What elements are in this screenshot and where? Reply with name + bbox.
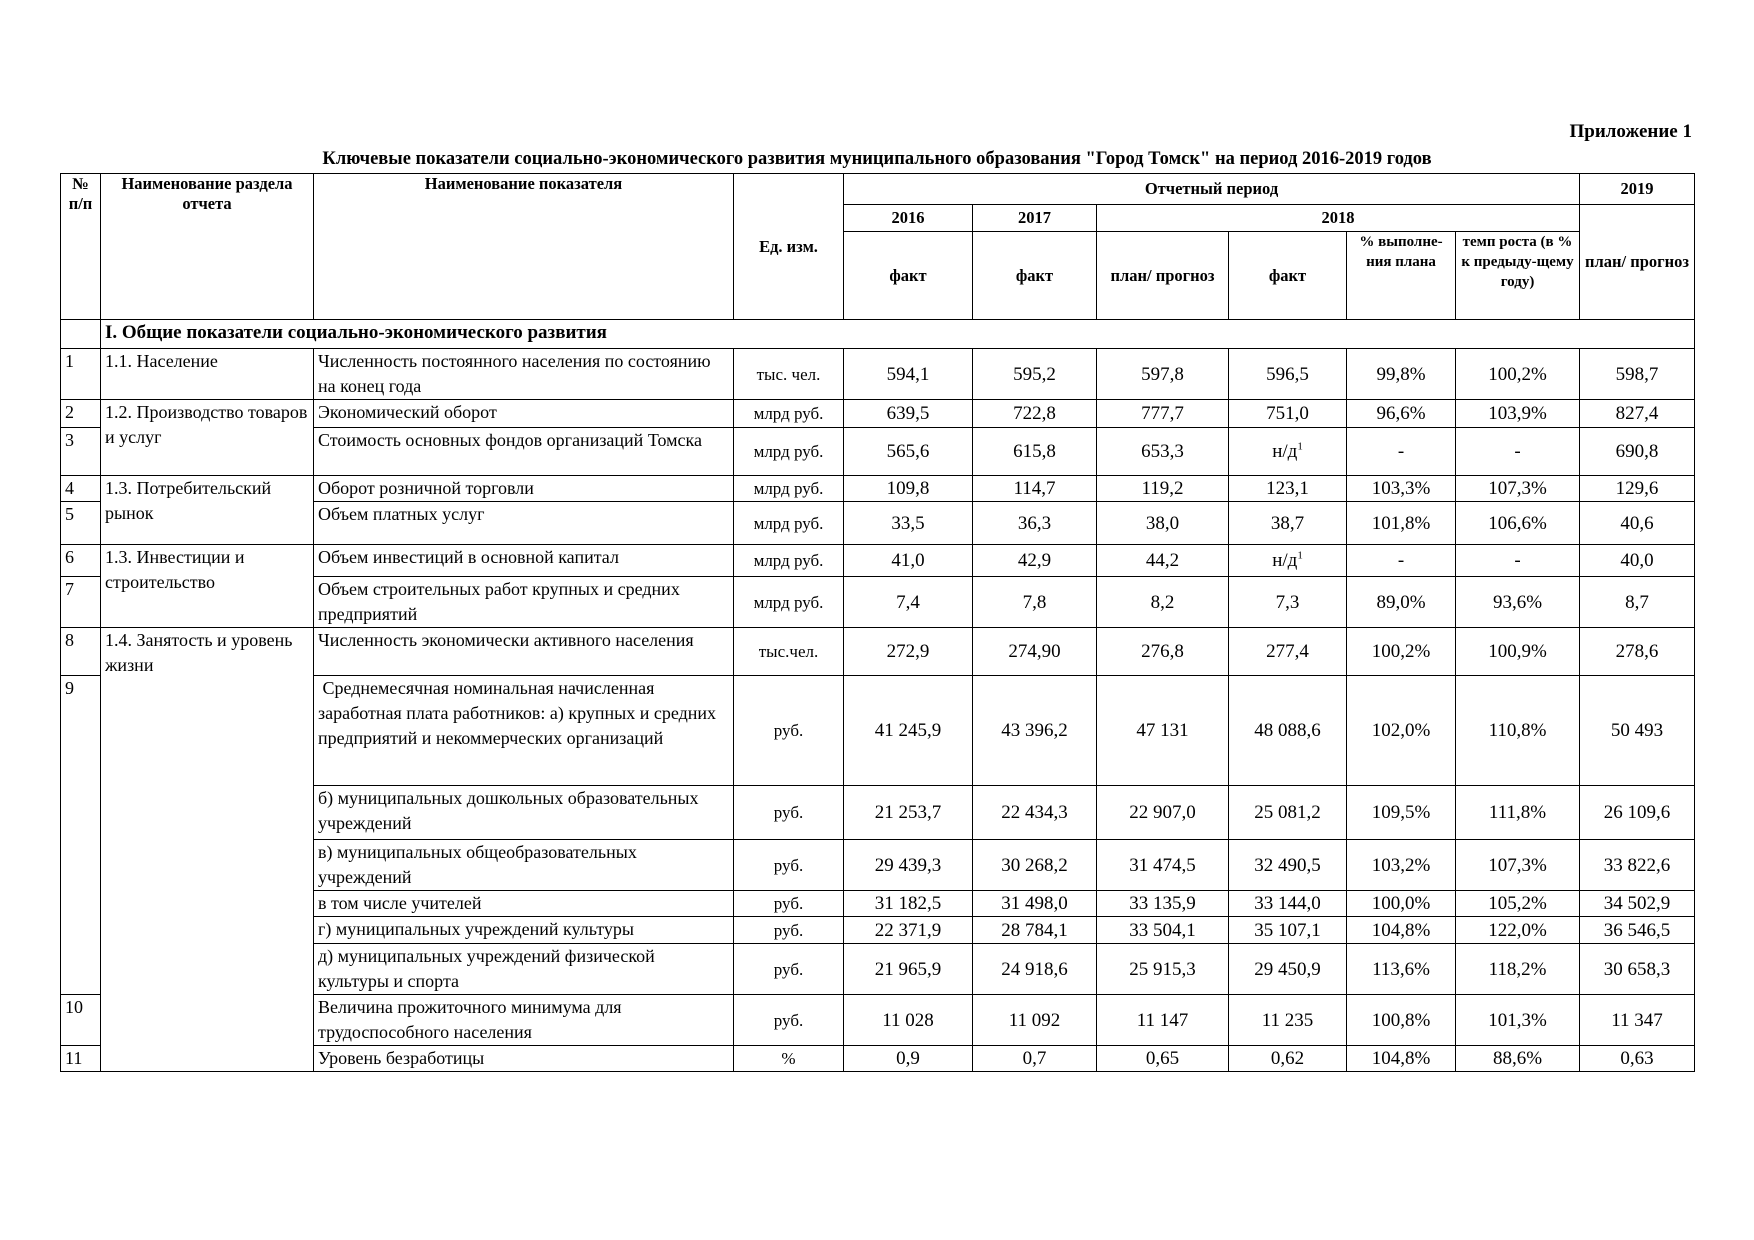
- appendix-label: Приложение 1: [1569, 121, 1692, 142]
- value-plan-completion: 102,0%: [1347, 676, 1456, 786]
- value-2018-fact: 35 107,1: [1229, 917, 1347, 944]
- row-number: 5: [61, 502, 101, 545]
- row-number: 2: [61, 400, 101, 428]
- value-plan-completion: 103,2%: [1347, 840, 1456, 891]
- value-2016: 41,0: [844, 545, 973, 577]
- value-plan-completion: 104,8%: [1347, 1046, 1456, 1072]
- value-2018-plan: 44,2: [1097, 545, 1229, 577]
- value-2019: 30 658,3: [1580, 944, 1695, 995]
- document-title: Ключевые показатели социально-экономического развития муниципального образования "Город Томск" на период 2016-2019 годов: [322, 149, 1432, 169]
- value-2018-fact: 32 490,5: [1229, 840, 1347, 891]
- row-number: 10: [61, 995, 101, 1046]
- row-number: 4: [61, 476, 101, 502]
- value-2018-fact: 25 081,2: [1229, 786, 1347, 840]
- value-2017: 30 268,2: [973, 840, 1097, 891]
- value-2017: 722,8: [973, 400, 1097, 428]
- unit: руб.: [734, 995, 844, 1046]
- value-2018-fact: 0,62: [1229, 1046, 1347, 1072]
- unit: млрд руб.: [734, 502, 844, 545]
- indicator-name: Объем инвестиций в основной капитал: [314, 545, 734, 577]
- value-plan-completion: 99,8%: [1347, 349, 1456, 400]
- value-2019: 36 546,5: [1580, 917, 1695, 944]
- value-growth-rate: 107,3%: [1456, 840, 1580, 891]
- unit: руб.: [734, 840, 844, 891]
- value-2018-fact: 123,1: [1229, 476, 1347, 502]
- value-2018-fact: $н/д^1$: [1229, 545, 1347, 577]
- header-year-2018: 2018: [1097, 205, 1580, 232]
- indicator-name: Величина прожиточного минимума для трудоспособного населения: [314, 995, 734, 1046]
- indicator-name: Численность экономически активного населения: [314, 628, 734, 676]
- value-2018-fact: 596,5: [1229, 349, 1347, 400]
- unit: млрд руб.: [734, 545, 844, 577]
- row-number: 7: [61, 577, 101, 628]
- value-2018-plan: 276,8: [1097, 628, 1229, 676]
- value-plan-completion: -: [1347, 545, 1456, 577]
- value-plan-completion: 100,8%: [1347, 995, 1456, 1046]
- header-year-2017: 2017: [973, 205, 1097, 232]
- indicator-name: Экономический оборот: [314, 400, 734, 428]
- header-plan-forecast-2019: план/ прогноз: [1580, 205, 1695, 320]
- value-growth-rate: -: [1456, 428, 1580, 476]
- value-2018-plan: 33 504,1: [1097, 917, 1229, 944]
- value-growth-rate: 93,6%: [1456, 577, 1580, 628]
- indicators-table: [60, 173, 1695, 1072]
- unit: млрд руб.: [734, 476, 844, 502]
- value-2016: 29 439,3: [844, 840, 973, 891]
- unit: млрд руб.: [734, 400, 844, 428]
- unit: тыс.чел.: [734, 628, 844, 676]
- value-2018-fact: 277,4: [1229, 628, 1347, 676]
- value-growth-rate: 100,9%: [1456, 628, 1580, 676]
- value-plan-completion: 100,2%: [1347, 628, 1456, 676]
- unit: руб.: [734, 786, 844, 840]
- value-growth-rate: 118,2%: [1456, 944, 1580, 995]
- value-2016: 109,8: [844, 476, 973, 502]
- group-name: 1.3. Инвестиции и строительство: [101, 545, 314, 628]
- value-2016: 31 182,5: [844, 891, 973, 917]
- value-2016: 594,1: [844, 349, 973, 400]
- group-name: 1.3. Потребительский рынок: [101, 476, 314, 545]
- indicator-name: в) муниципальных общеобразовательных учреждений: [314, 840, 734, 891]
- value-2018-fact: 11 235: [1229, 995, 1347, 1046]
- value-2018-plan: 33 135,9: [1097, 891, 1229, 917]
- header-fact-2017: факт: [973, 232, 1097, 320]
- value-2018-fact: 7,3: [1229, 577, 1347, 628]
- group-name: 1.1. Население: [101, 349, 314, 400]
- header-year-2019: 2019: [1580, 174, 1695, 205]
- indicator-name: д) муниципальных учреждений физической культуры и спорта: [314, 944, 734, 995]
- indicator-name: в том числе учителей: [314, 891, 734, 917]
- value-plan-completion: 109,5%: [1347, 786, 1456, 840]
- value-2018-plan: 38,0: [1097, 502, 1229, 545]
- indicator-name: Объем строительных работ крупных и средних предприятий: [314, 577, 734, 628]
- value-plan-completion: 96,6%: [1347, 400, 1456, 428]
- value-2017: 274,90: [973, 628, 1097, 676]
- value-plan-completion: 104,8%: [1347, 917, 1456, 944]
- value-2018-plan: 653,3: [1097, 428, 1229, 476]
- unit: млрд руб.: [734, 577, 844, 628]
- value-plan-completion: 103,3%: [1347, 476, 1456, 502]
- row-number: 3: [61, 428, 101, 476]
- value-2016: 11 028: [844, 995, 973, 1046]
- value-plan-completion: -: [1347, 428, 1456, 476]
- value-2018-fact: 29 450,9: [1229, 944, 1347, 995]
- footnote-mark: 1: [1297, 440, 1303, 453]
- unit: руб.: [734, 944, 844, 995]
- table-row: [61, 400, 1695, 428]
- value-2019: 26 109,6: [1580, 786, 1695, 840]
- value-2016: 7,4: [844, 577, 973, 628]
- value-growth-rate: 101,3%: [1456, 995, 1580, 1046]
- section-title: I. Общие показатели социально-экономического развития: [101, 320, 1695, 349]
- table-row: [61, 545, 1695, 577]
- value-2018-plan: 31 474,5: [1097, 840, 1229, 891]
- unit: %: [734, 1046, 844, 1072]
- value-2017: 31 498,0: [973, 891, 1097, 917]
- value-2018-fact: 38,7: [1229, 502, 1347, 545]
- value-2019: 129,6: [1580, 476, 1695, 502]
- indicator-name: г) муниципальных учреждений культуры: [314, 917, 734, 944]
- header-year-2016: 2016: [844, 205, 973, 232]
- value-2019: 0,63: [1580, 1046, 1695, 1072]
- row-number: 6: [61, 545, 101, 577]
- value-growth-rate: 107,3%: [1456, 476, 1580, 502]
- value-2017: 615,8: [973, 428, 1097, 476]
- value-2016: 21 253,7: [844, 786, 973, 840]
- unit: тыс. чел.: [734, 349, 844, 400]
- value-2016: 33,5: [844, 502, 973, 545]
- value-growth-rate: 100,2%: [1456, 349, 1580, 400]
- header-plan-forecast-2018: план/ прогноз: [1097, 232, 1229, 320]
- value-2018-plan: 11 147: [1097, 995, 1229, 1046]
- indicator-name: Оборот розничной торговли: [314, 476, 734, 502]
- value-growth-rate: 106,6%: [1456, 502, 1580, 545]
- header-section-name: Наименование раздела отчета: [101, 174, 314, 320]
- unit: руб.: [734, 676, 844, 786]
- indicator-name: б) муниципальных дошкольных образовательных учреждений: [314, 786, 734, 840]
- header-fact-2016: факт: [844, 232, 973, 320]
- value-2018-plan: 119,2: [1097, 476, 1229, 502]
- value-growth-rate: 111,8%: [1456, 786, 1580, 840]
- unit: руб.: [734, 891, 844, 917]
- value-2017: 43 396,2: [973, 676, 1097, 786]
- row-number: 9: [61, 676, 101, 995]
- value-plan-completion: 101,8%: [1347, 502, 1456, 545]
- value-2017: 114,7: [973, 476, 1097, 502]
- value-2018-plan: 777,7: [1097, 400, 1229, 428]
- header-unit: Ед. изм.: [734, 174, 844, 320]
- value-plan-completion: 100,0%: [1347, 891, 1456, 917]
- indicator-name: Среднемесячная номинальная начисленная заработная плата работников: а) крупных и средних предприятий и некоммерческих организаций: [314, 676, 734, 786]
- row-number: 1: [61, 349, 101, 400]
- value-growth-rate: 103,9%: [1456, 400, 1580, 428]
- value-plan-completion: 113,6%: [1347, 944, 1456, 995]
- value-2019: 827,4: [1580, 400, 1695, 428]
- value-2017: 42,9: [973, 545, 1097, 577]
- value-2019: 598,7: [1580, 349, 1695, 400]
- value-2019: 11 347: [1580, 995, 1695, 1046]
- value-2018-fact: 33 144,0: [1229, 891, 1347, 917]
- value-2017: 7,8: [973, 577, 1097, 628]
- value-2018-fact: 48 088,6: [1229, 676, 1347, 786]
- value-2018-plan: 597,8: [1097, 349, 1229, 400]
- value-2017: 24 918,6: [973, 944, 1097, 995]
- value-2016: 0,9: [844, 1046, 973, 1072]
- indicator-name: Численность постоянного населения по состоянию на конец года: [314, 349, 734, 400]
- value-2016: 21 965,9: [844, 944, 973, 995]
- table-row: [61, 628, 1695, 676]
- value-2018-plan: 47 131: [1097, 676, 1229, 786]
- value-2019: 34 502,9: [1580, 891, 1695, 917]
- value-2018-plan: 22 907,0: [1097, 786, 1229, 840]
- value-2016: 639,5: [844, 400, 973, 428]
- header-growth-rate: темп роста (в % к предыду-щему году): [1456, 232, 1580, 320]
- value-2019: 278,6: [1580, 628, 1695, 676]
- value-2019: 40,0: [1580, 545, 1695, 577]
- value-2016: 272,9: [844, 628, 973, 676]
- value-2017: 36,3: [973, 502, 1097, 545]
- value-2017: 0,7: [973, 1046, 1097, 1072]
- group-name: 1.4. Занятость и уровень жизни: [101, 628, 314, 1072]
- value-2019: 40,6: [1580, 502, 1695, 545]
- value-growth-rate: -: [1456, 545, 1580, 577]
- indicator-name: Уровень безработицы: [314, 1046, 734, 1072]
- value-2017: 595,2: [973, 349, 1097, 400]
- row-number: 8: [61, 628, 101, 676]
- value-2018-fact: $н/д^1$: [1229, 428, 1347, 476]
- header-plan-completion: % выполне-ния плана: [1347, 232, 1456, 320]
- unit: руб.: [734, 917, 844, 944]
- footnote-mark: 1: [1297, 549, 1303, 562]
- value-2017: 28 784,1: [973, 917, 1097, 944]
- value-growth-rate: 105,2%: [1456, 891, 1580, 917]
- value-2019: 690,8: [1580, 428, 1695, 476]
- value-2019: 33 822,6: [1580, 840, 1695, 891]
- header-num: № п/п: [61, 174, 101, 320]
- value-2017: 22 434,3: [973, 786, 1097, 840]
- value-2016: 22 371,9: [844, 917, 973, 944]
- value-growth-rate: 88,6%: [1456, 1046, 1580, 1072]
- value-2017: 11 092: [973, 995, 1097, 1046]
- value-2019: 50 493: [1580, 676, 1695, 786]
- header-indicator-name: Наименование показателя: [314, 174, 734, 320]
- row-number: 11: [61, 1046, 101, 1072]
- value-2018-plan: 8,2: [1097, 577, 1229, 628]
- unit: млрд руб.: [734, 428, 844, 476]
- table-row: [61, 349, 1695, 400]
- indicator-name: Стоимость основных фондов организаций Томска: [314, 428, 734, 476]
- value-2016: 41 245,9: [844, 676, 973, 786]
- indicator-name: Объем платных услуг: [314, 502, 734, 545]
- value-plan-completion: 89,0%: [1347, 577, 1456, 628]
- table-row: [61, 476, 1695, 502]
- value-2019: 8,7: [1580, 577, 1695, 628]
- value-2018-fact: 751,0: [1229, 400, 1347, 428]
- header-reporting-period: Отчетный период: [844, 174, 1580, 205]
- header-fact-2018: факт: [1229, 232, 1347, 320]
- value-growth-rate: 110,8%: [1456, 676, 1580, 786]
- value-2018-plan: 0,65: [1097, 1046, 1229, 1072]
- group-name: 1.2. Производство товаров и услуг: [101, 400, 314, 476]
- value-2018-plan: 25 915,3: [1097, 944, 1229, 995]
- value-2016: 565,6: [844, 428, 973, 476]
- value-growth-rate: 122,0%: [1456, 917, 1580, 944]
